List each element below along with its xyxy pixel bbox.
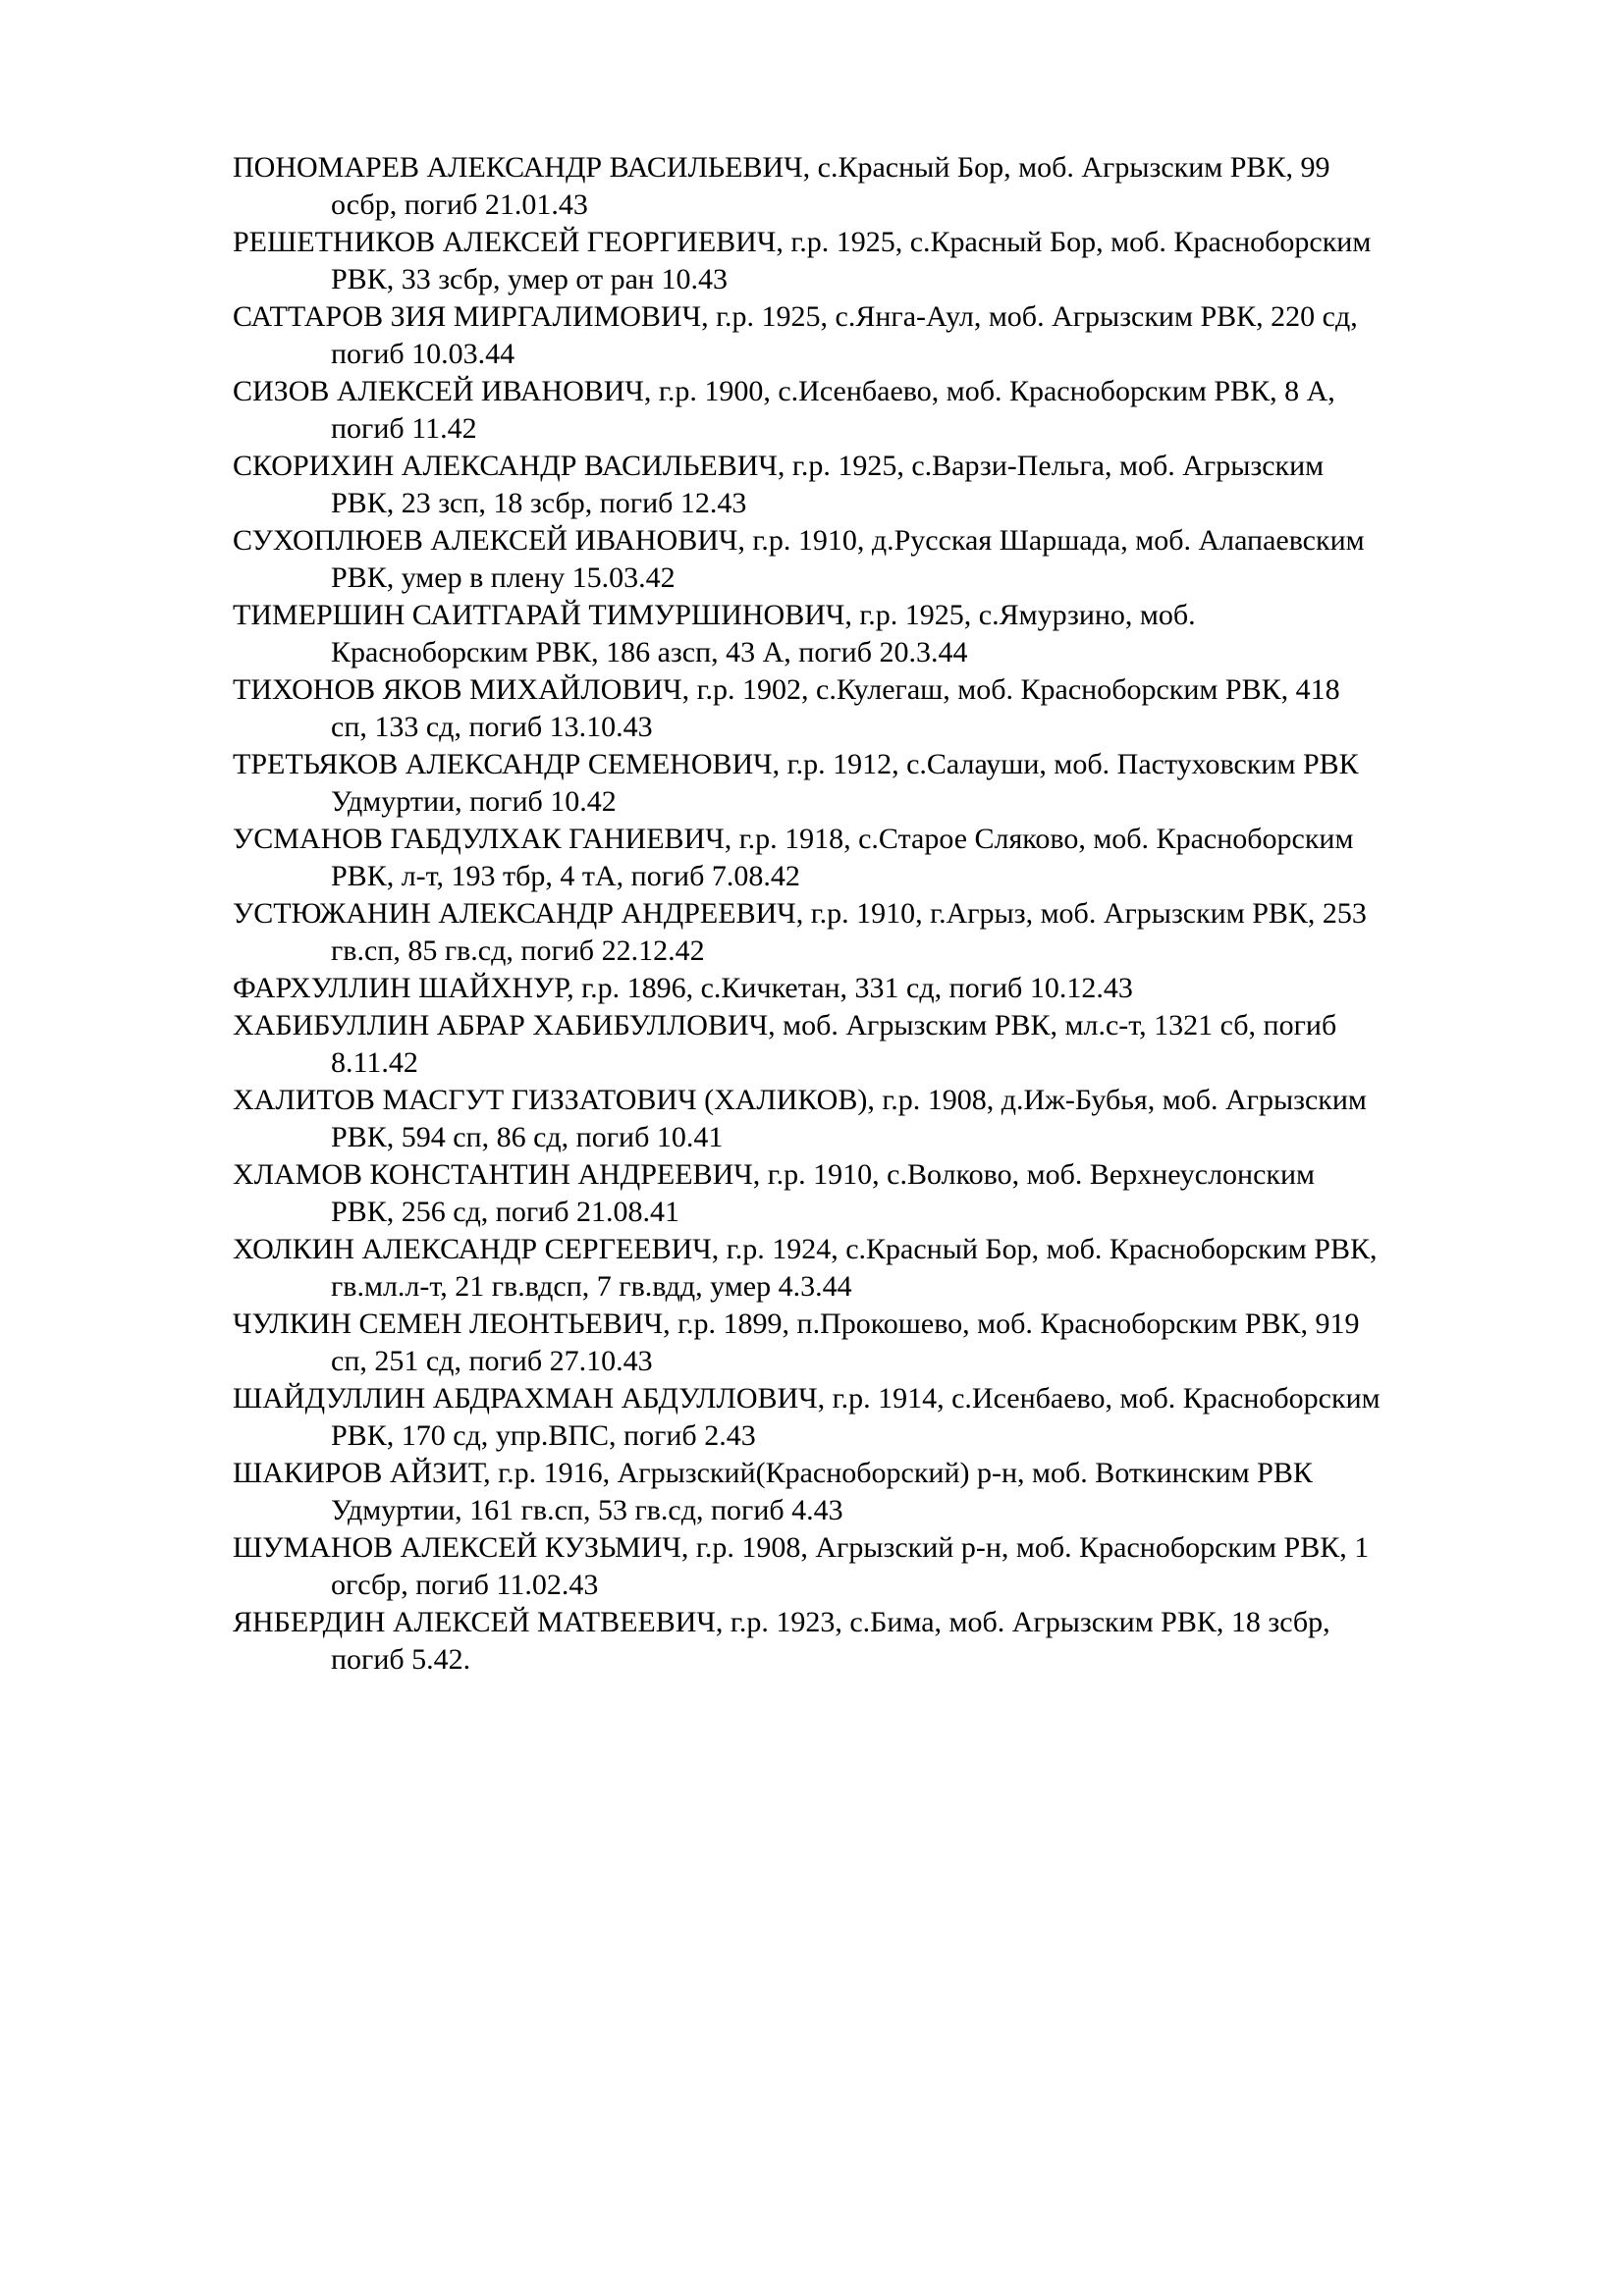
entry-line-2: Красноборским РВК, 186 азсп, 43 А, погиб 20.3.44 (331, 636, 968, 668)
entry-line-2: осбр, погиб 21.01.43 (331, 188, 588, 221)
entry-line-2: сп, 133 сд, погиб 13.10.43 (331, 711, 653, 743)
entry-line-1: ТИМЕРШИН САИТГАРАЙ ТИМУРШИНОВИЧ, г.р. 1925, с.Ямурзино, моб. (233, 599, 1196, 631)
list-entry (233, 1231, 1539, 1306)
entry-line-2: погиб 11.42 (331, 412, 477, 445)
list-entry (233, 1156, 1539, 1231)
entry-line-1: ШАКИРОВ АЙЗИТ, г.р. 1916, Агрызский(Красноборский) р-н, моб. Воткинским РВК (233, 1457, 1313, 1489)
entry-line-1: ЯНБЕРДИН АЛЕКСЕЙ МАТВЕЕВИЧ, г.р. 1923, с.Бима, моб. Агрызским РВК, 18 зсбр, (233, 1606, 1330, 1638)
entry-line-2: гв.сп, 85 гв.сд, погиб 22.12.42 (331, 934, 705, 967)
entry-line-1: СКОРИХИН АЛЕКСАНДР ВАСИЛЬЕВИЧ, г.р. 1925, с.Варзи-Пельга, моб. Агрызским (233, 450, 1325, 482)
entry-line-2: гв.мл.л-т, 21 гв.вдсп, 7 гв.вдд, умер 4.3.44 (331, 1270, 852, 1303)
entry-line-2: Удмуртии, 161 гв.сп, 53 гв.сд, погиб 4.43 (331, 1494, 843, 1526)
entry-line-1: ХОЛКИН АЛЕКСАНДР СЕРГЕЕВИЧ, г.р. 1924, с.Красный Бор, моб. Красноборским РВК, (233, 1233, 1378, 1265)
list-entry (233, 448, 1539, 522)
list-entry (233, 224, 1539, 298)
entry-line-2: РВК, 170 сд, упр.ВПС, погиб 2.43 (331, 1419, 756, 1452)
list-entry (233, 373, 1539, 448)
entry-line-2: огсбр, погиб 11.02.43 (331, 1569, 599, 1601)
list-entry (233, 1082, 1539, 1156)
entry-line-1: САТТАРОВ ЗИЯ МИРГАЛИМОВИЧ, г.р. 1925, с.Янга-Аул, моб. Агрызским РВК, 220 сд, (233, 300, 1358, 333)
list-entry (233, 746, 1539, 821)
entry-line-1: ХЛАМОВ КОНСТАНТИН АНДРЕЕВИЧ, г.р. 1910, с.Волково, моб. Верхнеуслонским (233, 1158, 1316, 1191)
list-entry (233, 1604, 1539, 1679)
entry-line-2: погиб 10.03.44 (331, 338, 515, 370)
list-entry (233, 1380, 1539, 1455)
entry-line-2: РВК, 23 зсп, 18 зсбр, погиб 12.43 (331, 487, 747, 519)
entry-line-1: ТИХОНОВ ЯКОВ МИХАЙЛОВИЧ, г.р. 1902, с.Кулегаш, моб. Красноборским РВК, 418 (233, 673, 1340, 706)
entry-line-2: РВК, 256 сд, погиб 21.08.41 (331, 1196, 679, 1228)
list-entry (233, 1529, 1539, 1604)
list-entry (233, 895, 1539, 970)
entry-line-1: РЕШЕТНИКОВ АЛЕКСЕЙ ГЕОРГИЕВИЧ, г.р. 1925, с.Красный Бор, моб. Красноборским (233, 226, 1372, 258)
entry-line-1: ПОНОМАРЕВ АЛЕКСАНДР ВАСИЛЬЕВИЧ, с.Красный Бор, моб. Агрызским РВК, 99 (233, 151, 1330, 184)
entry-line-1: ХАБИБУЛЛИН АБРАР ХАБИБУЛЛОВИЧ, моб. Агрызским РВК, мл.с-т, 1321 сб, погиб (233, 1009, 1337, 1041)
list-entry (233, 671, 1539, 746)
list-entry (233, 298, 1539, 373)
entry-line-2: сп, 251 сд, погиб 27.10.43 (331, 1345, 653, 1377)
entry-line-2: РВК, л-т, 193 тбр, 4 тА, погиб 7.08.42 (331, 860, 800, 892)
list-entry (233, 597, 1539, 671)
document-page (233, 149, 1539, 1679)
list-entry (233, 149, 1539, 224)
list-entry (233, 1306, 1539, 1380)
entry-line-2: погиб 5.42. (331, 1643, 471, 1676)
list-entry (233, 1455, 1539, 1529)
entry-line-2: РВК, 33 зсбр, умер от ран 10.43 (331, 263, 728, 295)
list-entry (233, 821, 1539, 895)
list-entry (233, 1007, 1539, 1082)
entry-line-1: ТРЕТЬЯКОВ АЛЕКСАНДР СЕМЕНОВИЧ, г.р. 1912, с.Салауши, моб. Пастуховским РВК (233, 748, 1359, 780)
entry-line-1: ШАЙДУЛЛИН АБДРАХМАН АБДУЛЛОВИЧ, г.р. 1914, с.Исенбаево, моб. Красноборским (233, 1382, 1380, 1415)
entry-line-2: 8.11.42 (331, 1046, 418, 1079)
entry-line-1: УСМАНОВ ГАБДУЛХАК ГАНИЕВИЧ, г.р. 1918, с.Старое Сляково, моб. Красноборским (233, 823, 1354, 855)
entry-line-1: СИЗОВ АЛЕКСЕЙ ИВАНОВИЧ, г.р. 1900, с.Исенбаево, моб. Красноборским РВК, 8 А, (233, 375, 1335, 407)
entry-line-2: РВК, умер в плену 15.03.42 (331, 561, 676, 594)
entry-line-1: ХАЛИТОВ МАСГУТ ГИЗЗАТОВИЧ (ХАЛИКОВ), г.р. 1908, д.Иж-Бубья, моб. Агрызским (233, 1084, 1367, 1116)
entry-line-1: ЧУЛКИН СЕМЕН ЛЕОНТЬЕВИЧ, г.р. 1899, п.Прокошево, моб. Красноборским РВК, 919 (233, 1308, 1360, 1340)
entry-line-1: ФАРХУЛЛИН ШАЙХНУР, г.р. 1896, с.Кичкетан, 331 сд, погиб 10.12.43 (233, 972, 1133, 1004)
entry-line-1: ШУМАНОВ АЛЕКСЕЙ КУЗЬМИЧ, г.р. 1908, Агрызский р-н, моб. Красноборским РВК, 1 (233, 1531, 1370, 1564)
entry-line-2: РВК, 594 сп, 86 сд, погиб 10.41 (331, 1121, 724, 1153)
entry-line-1: УСТЮЖАНИН АЛЕКСАНДР АНДРЕЕВИЧ, г.р. 1910, г.Агрыз, моб. Агрызским РВК, 253 (233, 897, 1367, 930)
list-entry (233, 522, 1539, 597)
entry-line-2: Удмуртии, погиб 10.42 (331, 785, 617, 818)
list-entry (233, 970, 1539, 1007)
entry-line-1: СУХОПЛЮЕВ АЛЕКСЕЙ ИВАНОВИЧ, г.р. 1910, д.Русская Шаршада, моб. Алапаевским (233, 524, 1365, 557)
